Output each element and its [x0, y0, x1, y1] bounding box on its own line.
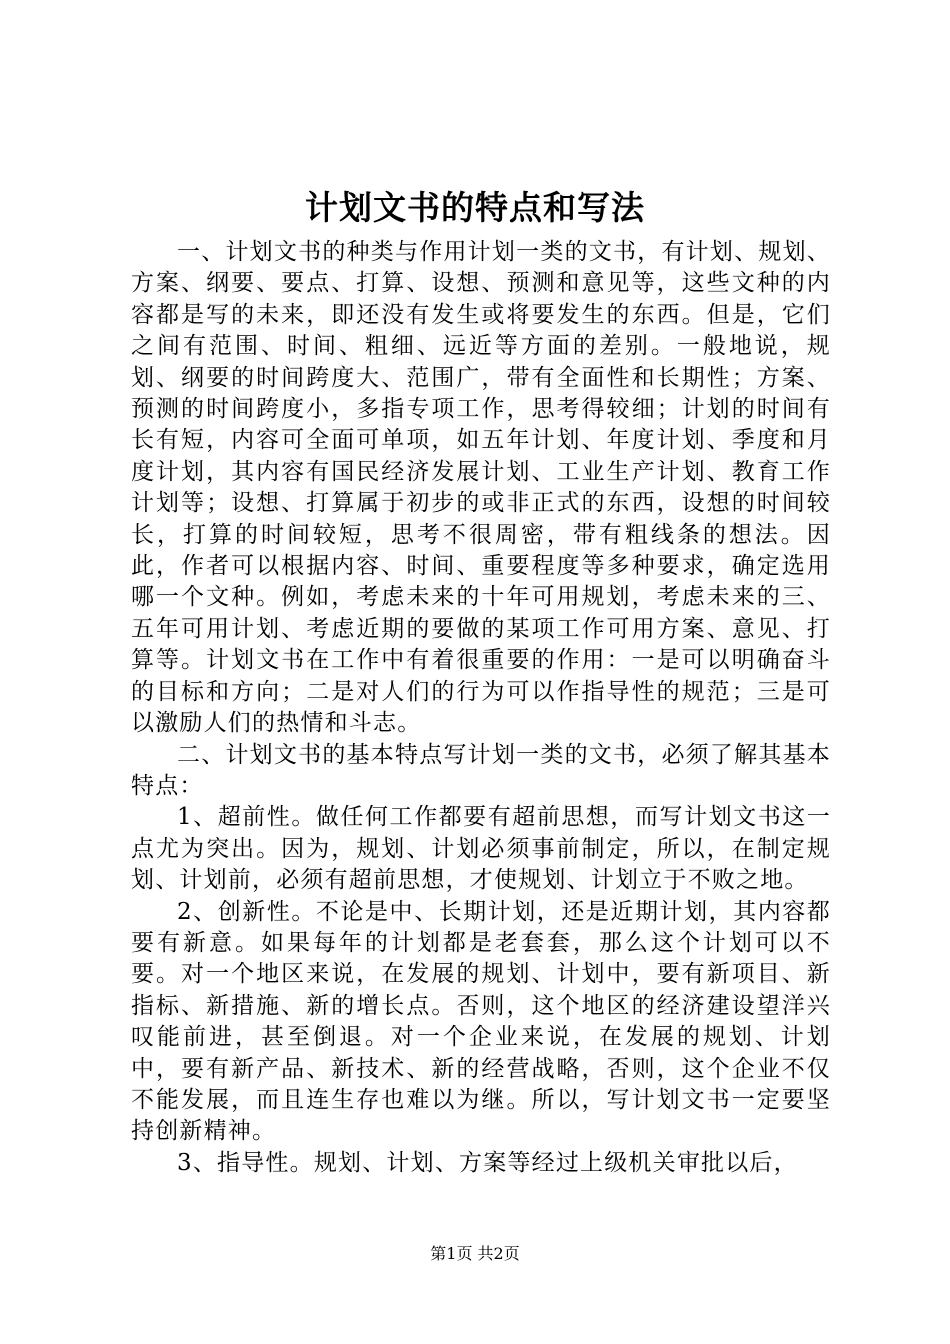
document-body — [131, 237, 831, 1179]
paragraph-feature-guidance: 3、指导性。规划、计划、方案等经过上级机关审批以后， — [177, 1149, 798, 1176]
paragraph-feature-innovation: 2、创新性。不论是中、长期计划，还是近期计划，其内容都要有新意。如果每年的计划都是老套套，那么这个计划可以不要。对一个地区来说，在发展的规划、计划中，要有新项目、新指标、新措施、新的增长点。否则，这个地区的经济建设望洋兴叹能前进，甚至倒退。对一个企业来说，在发展的规划、计划中，要有新产品、新技术、新的经营战略，否则，这个企业不仅不能发展，而且连生存也难以为继。所以，写计划文书一定要坚持创新精神。 — [131, 898, 831, 1145]
document-title: 计划文书的特点和写法 — [305, 188, 645, 227]
paragraph-feature-foresight: 1、超前性。做任何工作都要有超前思想，而写计划文书这一点尤为突出。因为，规划、计划必须事前制定，所以，在制定规划、计划前，必须有超前思想，才使规划、计划立于不败之地。 — [131, 804, 831, 894]
page-number-footer: 第1页 共2页 — [430, 1244, 520, 1263]
paragraph-types-and-functions: 一、计划文书的种类与作用计划一类的文书，有计划、规划、方案、纲要、要点、打算、设想、预测和意见等，这些文种的内容都是写的未来，即还没有发生或将要发生的东西。但是，它们之间有范围、时间、粗细、远近等方面的差别。一般地说，规划、纲要的时间跨度大、范围广，带有全面性和长期性；方案、预测的时间跨度小，多指专项工作，思考得较细；计划的时间有长有短，内容可全面可单项，如五年计划、年度计划、季度和月度计划，其内容有国民经济发展计划、工业生产计划、教育工作计划等；设想、打算属于初步的或非正式的东西，设想的时间较长，打算的时间较短，思考不很周密，带有粗线条的想法。因此，作者可以根据内容、时间、重要程度等多种要求，确定选用哪一个文种。例如，考虑未来的十年可用规划，考虑未来的三、五年可用计划、考虑近期的要做的某项工作可用方案、意见、打算等。计划文书在工作中有着很重要的作用：一是可以明确奋斗的目标和方向；二是对人们的行为可以作指导性的规范；三是可以激励人们的热情和斗志。 — [131, 239, 831, 737]
paragraph-basic-features-intro: 二、计划文书的基本特点写计划一类的文书，必须了解其基本特点： — [131, 741, 831, 799]
